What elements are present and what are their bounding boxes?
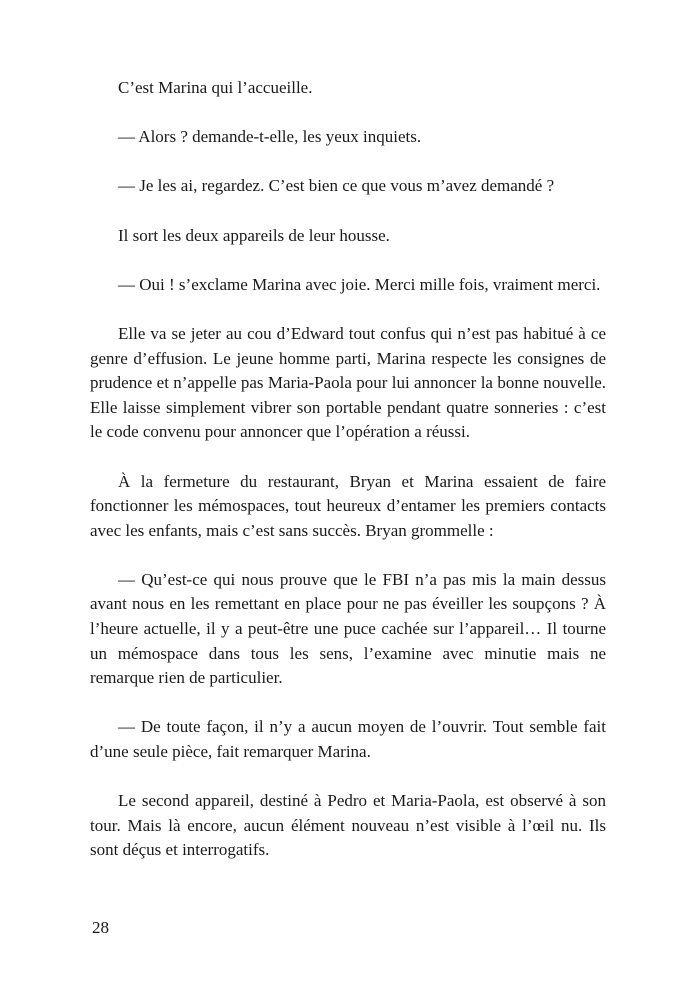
paragraph-6: Elle va se jeter au cou d’Edward tout confus qui n’est pas habitué à ce genre d’effusion. Le jeune homme parti, Marina respecte les consignes de prudence et n’appelle pas Maria-Paola pour lui annoncer la bonne nouvelle. Elle laisse simplement vibrer son portable pendant quatre sonneries : c’est le code convenu pour annoncer que l’opération a réussi. xyxy=(90,323,606,442)
paragraph-5: — Oui ! s’exclame Marina avec joie. Merci mille fois, vraiment merci. xyxy=(118,274,601,294)
paragraph-9: — De toute façon, il n’y a aucun moyen de l’ouvrir. Tout semble fait d’une seule pièce, fait remarquer Marina. xyxy=(90,717,606,762)
page-number: 28 xyxy=(92,918,109,937)
paragraph-2: — Alors ? demande-t-elle, les yeux inquiets. xyxy=(118,127,422,147)
paragraph-3: — Je les ai, regardez. C’est bien ce que vous m’avez demandé ? xyxy=(118,176,555,196)
paragraph-4: Il sort les deux appareils de leur housse. xyxy=(118,225,390,245)
paragraph-1: C’est Marina qui l’accueille. xyxy=(118,78,313,97)
paragraph-10: Le second appareil, destiné à Pedro et Maria-Paola, est observé à son tour. Mais là encore, aucun élément nouveau n’est visible à l’œil nu. Ils sont déçus et interrogatifs. xyxy=(90,791,606,860)
paragraph-7: À la fermeture du restaurant, Bryan et Marina essaient de faire fonctionner les mémospaces, tout heureux d’entamer les premiers contacts avec les enfants, mais c’est sans succès. Bryan grommelle : xyxy=(90,471,606,540)
page-body xyxy=(90,76,606,888)
paragraph-8: — Qu’est-ce qui nous prouve que le FBI n’a pas mis la main dessus avant nous en les remettant en place pour ne pas éveiller les soupçons ? À l’heure actuelle, il y a peut-être une puce cachée sur l’appareil… Il tourne un mémospace dans tous les sens, l’examine avec minutie mais ne remarque rien de particulier. xyxy=(90,569,606,688)
